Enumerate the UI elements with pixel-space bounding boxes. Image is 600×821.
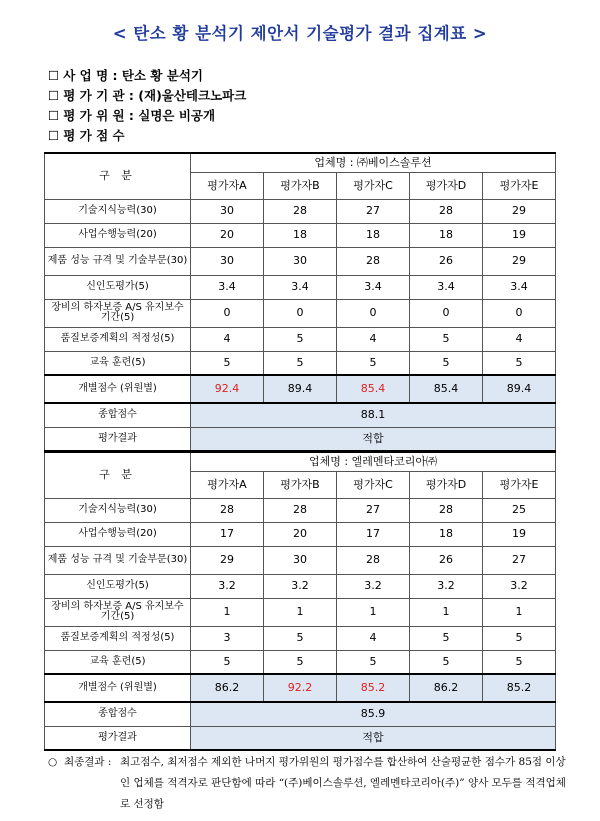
individual-score-row — [45, 375, 556, 403]
row-label: 신인도평가(5) — [45, 275, 191, 299]
score-cell: 26 — [410, 546, 483, 574]
gubun-header: 구 분 — [45, 452, 191, 498]
note-label: 최종결과 : — [64, 756, 112, 768]
evaluator-header: 평가자A — [191, 471, 264, 498]
info-agency — [48, 86, 246, 104]
table-row — [45, 650, 556, 674]
row-label: 제품 성능 규격 및 기술부문(30) — [45, 546, 191, 574]
individual-score-cell: 85.4 — [410, 375, 483, 403]
score-cell: 3.2 — [191, 574, 264, 598]
table-row — [45, 327, 556, 351]
score-cell: 3.2 — [410, 574, 483, 598]
checkbox-square-icon: ☐ — [48, 128, 60, 143]
row-label: 장비의 하자보증 A/S 유지보수 기간(5) — [45, 598, 191, 626]
score-cell: 1 — [483, 598, 556, 626]
table-row — [45, 574, 556, 598]
score-cell: 5 — [191, 650, 264, 674]
score-cell: 5 — [410, 626, 483, 650]
total-score-label: 종합점수 — [45, 403, 191, 427]
score-cell: 5 — [483, 626, 556, 650]
table-row — [45, 199, 556, 223]
result-label: 평가결과 — [45, 726, 191, 750]
score-cell: 4 — [337, 626, 410, 650]
info-score-header — [48, 126, 125, 144]
evaluator-header: 평가자C — [337, 471, 410, 498]
company-name: 업체명 : ㈜베이스솔루션 — [191, 153, 556, 172]
score-cell: 0 — [337, 299, 410, 327]
score-cell: 1 — [410, 598, 483, 626]
score-cell: 28 — [191, 498, 264, 522]
gubun-header: 구 분 — [45, 153, 191, 199]
table-row — [45, 626, 556, 650]
score-cell: 29 — [483, 247, 556, 275]
score-cell: 0 — [191, 299, 264, 327]
checkbox-square-icon: ☐ — [48, 108, 60, 123]
table-row — [45, 546, 556, 574]
individual-score-label: 개별점수 (위원별) — [45, 375, 191, 403]
score-cell: 5 — [483, 650, 556, 674]
row-label: 품질보증계획의 적정성(5) — [45, 626, 191, 650]
evaluators-text: 평 가 위 원 : 실명은 비공개 — [63, 108, 216, 123]
score-cell: 28 — [337, 546, 410, 574]
score-cell: 29 — [191, 546, 264, 574]
final-result-note — [48, 752, 568, 815]
score-cell: 18 — [410, 223, 483, 247]
total-score-row — [45, 403, 556, 427]
score-cell: 26 — [410, 247, 483, 275]
individual-score-row — [45, 674, 556, 702]
score-cell: 30 — [264, 546, 337, 574]
result-label: 평가결과 — [45, 427, 191, 451]
score-cell: 27 — [337, 498, 410, 522]
individual-score-cell: 89.4 — [483, 375, 556, 403]
agency-text: 평 가 기 관 : (재)울산테크노파크 — [63, 88, 247, 103]
score-cell: 5 — [264, 327, 337, 351]
score-cell: 3.4 — [410, 275, 483, 299]
individual-score-cell: 92.2 — [264, 674, 337, 702]
score-cell: 5 — [337, 351, 410, 375]
score-cell: 1 — [191, 598, 264, 626]
individual-score-cell: 89.4 — [264, 375, 337, 403]
info-project-name — [48, 66, 203, 84]
table-row — [45, 247, 556, 275]
total-score-label: 종합점수 — [45, 702, 191, 726]
score-cell: 0 — [410, 299, 483, 327]
row-label: 사업수행능력(20) — [45, 223, 191, 247]
total-score-row — [45, 702, 556, 726]
row-label: 기술지식능력(30) — [45, 199, 191, 223]
score-cell: 0 — [264, 299, 337, 327]
evaluator-header: 평가자E — [483, 471, 556, 498]
score-cell: 1 — [264, 598, 337, 626]
score-cell: 0 — [483, 299, 556, 327]
row-label: 제품 성능 규격 및 기술부문(30) — [45, 247, 191, 275]
result-row — [45, 726, 556, 750]
score-cell: 5 — [483, 351, 556, 375]
score-cell: 27 — [483, 546, 556, 574]
score-cell: 3.2 — [337, 574, 410, 598]
individual-score-cell: 92.4 — [191, 375, 264, 403]
score-cell: 5 — [264, 626, 337, 650]
row-label: 장비의 하자보증 A/S 유지보수 기간(5) — [45, 299, 191, 327]
score-cell: 3.4 — [264, 275, 337, 299]
score-cell: 17 — [191, 522, 264, 546]
evaluator-header: 평가자D — [410, 172, 483, 199]
score-cell: 30 — [191, 199, 264, 223]
score-cell: 20 — [264, 522, 337, 546]
row-label: 교육 훈련(5) — [45, 650, 191, 674]
score-cell: 29 — [483, 199, 556, 223]
individual-score-label: 개별점수 (위원별) — [45, 674, 191, 702]
score-cell: 27 — [337, 199, 410, 223]
result-row — [45, 427, 556, 451]
table-row — [45, 299, 556, 327]
score-cell: 18 — [337, 223, 410, 247]
individual-score-cell: 85.2 — [483, 674, 556, 702]
row-label: 신인도평가(5) — [45, 574, 191, 598]
individual-score-cell: 86.2 — [191, 674, 264, 702]
score-header-text: 평 가 점 수 — [63, 128, 125, 143]
evaluator-header: 평가자B — [264, 471, 337, 498]
circle-bullet-icon: ○ — [48, 756, 58, 768]
individual-score-cell: 86.2 — [410, 674, 483, 702]
evaluator-header: 평가자E — [483, 172, 556, 199]
score-cell: 28 — [410, 199, 483, 223]
info-evaluators — [48, 106, 215, 124]
score-cell: 5 — [191, 351, 264, 375]
score-cell: 4 — [337, 327, 410, 351]
score-cell: 3.4 — [337, 275, 410, 299]
score-cell: 3.2 — [264, 574, 337, 598]
row-label: 기술지식능력(30) — [45, 498, 191, 522]
evaluator-header: 평가자A — [191, 172, 264, 199]
score-cell: 5 — [337, 650, 410, 674]
score-cell: 5 — [264, 351, 337, 375]
score-cell: 30 — [264, 247, 337, 275]
score-cell: 17 — [337, 522, 410, 546]
company-name: 업체명 : 엘레멘타코리아㈜ — [191, 452, 556, 471]
score-cell: 28 — [337, 247, 410, 275]
project-name-text: 사 업 명 : 탄소 황 분석기 — [63, 68, 204, 83]
result-value: 적합 — [191, 427, 556, 451]
total-score-value: 88.1 — [191, 403, 556, 427]
note-text: 최고점수, 최저점수 제외한 나머지 평가위원의 평가점수를 합산하여 산술평균한 점수가 85점 이상인 업체를 적격자로 판단함에 따라 “(주)베이스솔루션, 엘레멘타코리아(주)” 양사 모두를 적격업체로 선정함 — [120, 756, 566, 810]
score-cell: 30 — [191, 247, 264, 275]
score-cell: 5 — [264, 650, 337, 674]
score-table-company-1 — [44, 152, 556, 452]
score-cell: 28 — [264, 498, 337, 522]
page-title: < 탄소 황 분석기 제안서 기술평가 결과 집계표 > — [112, 24, 488, 43]
individual-score-cell: 85.4 — [337, 375, 410, 403]
evaluator-header: 평가자B — [264, 172, 337, 199]
score-cell: 25 — [483, 498, 556, 522]
score-cell: 3.4 — [191, 275, 264, 299]
table-row — [45, 275, 556, 299]
score-cell: 5 — [410, 650, 483, 674]
score-cell: 4 — [483, 327, 556, 351]
score-cell: 5 — [410, 351, 483, 375]
score-cell: 3.2 — [483, 574, 556, 598]
row-label: 교육 훈련(5) — [45, 351, 191, 375]
table-row — [45, 522, 556, 546]
individual-score-cell: 85.2 — [337, 674, 410, 702]
table-row — [45, 598, 556, 626]
score-cell: 28 — [264, 199, 337, 223]
table-row — [45, 351, 556, 375]
score-cell: 1 — [337, 598, 410, 626]
score-cell: 19 — [483, 522, 556, 546]
table-row — [45, 498, 556, 522]
score-cell: 20 — [191, 223, 264, 247]
evaluator-header: 평가자D — [410, 471, 483, 498]
total-score-value: 85.9 — [191, 702, 556, 726]
evaluator-header: 평가자C — [337, 172, 410, 199]
score-cell: 18 — [410, 522, 483, 546]
checkbox-square-icon: ☐ — [48, 88, 60, 103]
score-cell: 3 — [191, 626, 264, 650]
row-label: 사업수행능력(20) — [45, 522, 191, 546]
score-table-company-2 — [44, 451, 556, 751]
score-cell: 28 — [410, 498, 483, 522]
score-cell: 18 — [264, 223, 337, 247]
row-label: 품질보증계획의 적정성(5) — [45, 327, 191, 351]
score-cell: 5 — [410, 327, 483, 351]
result-value: 적합 — [191, 726, 556, 750]
score-cell: 19 — [483, 223, 556, 247]
table-row — [45, 223, 556, 247]
checkbox-square-icon: ☐ — [48, 68, 60, 83]
score-cell: 4 — [191, 327, 264, 351]
score-cell: 3.4 — [483, 275, 556, 299]
